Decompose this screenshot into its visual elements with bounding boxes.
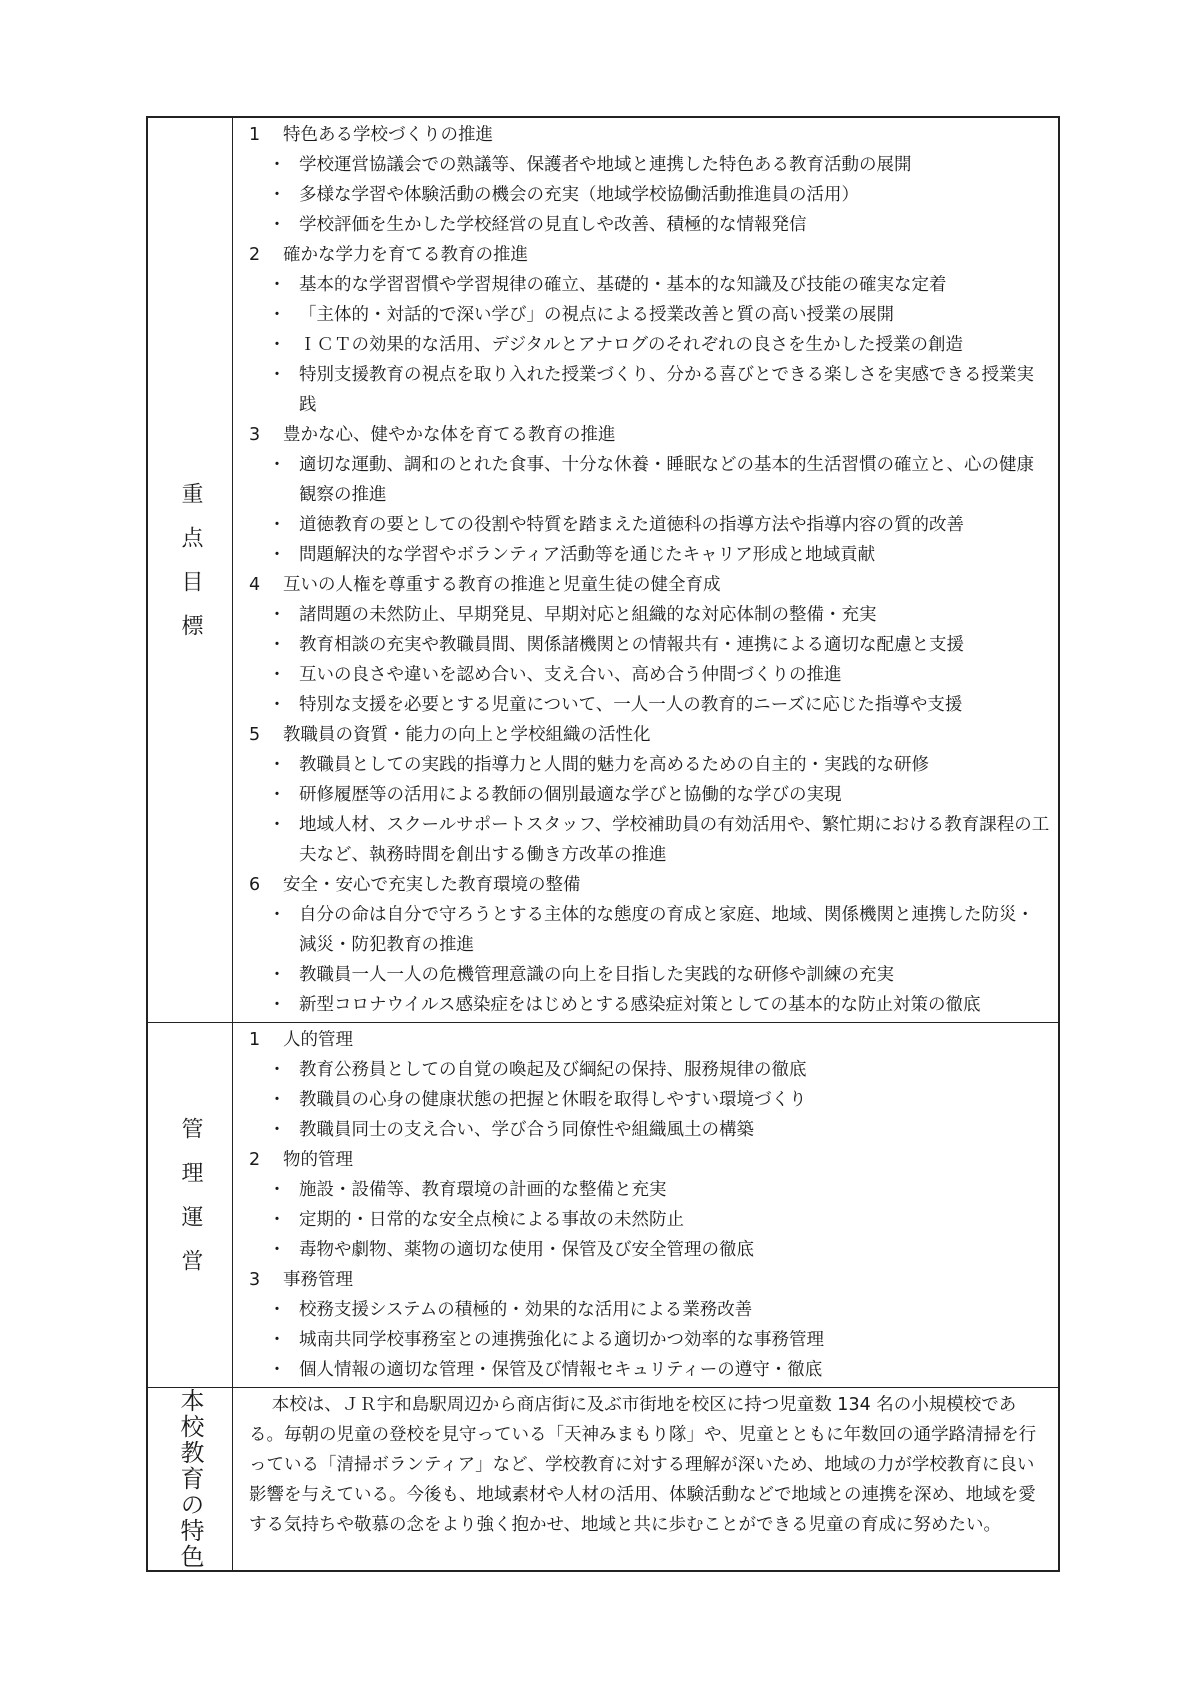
list-item: ・ 施設・設備等、教育環境の計画的な整備と充実 (249, 1175, 1050, 1205)
list-item: ・ 学校運営協議会での熟議等、保護者や地域と連携した特色ある教育活動の展開 (249, 150, 1050, 180)
list-item: ・ 教職員同士の支え合い、学び合う同僚性や組織風土の構築 (249, 1115, 1050, 1145)
management-heading (249, 1265, 1050, 1295)
list-item: ・ 基本的な学習習慣や学習規律の確立、基礎的・基本的な知識及び技能の確実な定着 (249, 270, 1050, 300)
goal-title: 確かな学力を育てる教育の推進 (283, 245, 528, 265)
list-item: ・ 城南共同学校事務室との連携強化による適切かつ効率的な事務管理 (249, 1325, 1050, 1355)
list-item: ・ 個人情報の適切な管理・保管及び情報セキュリティーの遵守・徹底 (249, 1355, 1050, 1385)
management-heading (249, 1025, 1050, 1055)
section-label-cell (148, 1388, 233, 1570)
bullet-icon: ・ (268, 305, 286, 325)
goal-heading (249, 120, 1050, 150)
list-item: ・ 教育公務員としての自覚の喚起及び綱紀の保持、服務規律の徹底 (249, 1055, 1050, 1085)
bullet-icon: ・ (268, 215, 286, 235)
goal-number: 4 (249, 575, 261, 595)
section-label: 管理運営 (178, 1117, 203, 1293)
bullet-icon: ・ (268, 455, 286, 475)
bullet-icon: ・ (268, 815, 286, 835)
list-item: ・ 特別支援教育の視点を取り入れた授業づくり、分かる喜びとできる楽しさを実感できる授業実践 (249, 360, 1050, 420)
list-item: ・ 定期的・日常的な安全点検による事故の未然防止 (249, 1205, 1050, 1235)
bullet-icon: ・ (268, 755, 286, 775)
goal-number: 3 (249, 425, 261, 445)
bullet-icon: ・ (268, 965, 286, 985)
list-item: ・ 諸問題の未然防止、早期発見、早期対応と組織的な対応体制の整備・充実 (249, 600, 1050, 630)
goal-number: 1 (249, 125, 261, 145)
features-paragraph: 本校は、ＪＲ宇和島駅周辺から商店街に及ぶ市街地を校区に持つ児童数 134 名の小規模校である。毎朝の児童の登校を見守っている「天神みまもり隊」や、児童とともに年数回の通学路清掃を行っている「清掃ボランティア」など、学校教育に対する理解が深いため、地域の力が学校教育に良い影響を与えている。今後も、地域素材や人材の活用、体験活動などで地域との連携を深め、地域を愛する気持ちや敬慕の念をより強く抱かせ、地域と共に歩むことができる児童の育成に努めたい。 (249, 1395, 1037, 1535)
management-title: 事務管理 (283, 1270, 353, 1290)
goal-heading (249, 720, 1050, 750)
bullet-icon: ・ (268, 155, 286, 175)
bullet-icon: ・ (268, 1330, 286, 1350)
list-item: ・ ＩＣＴの効果的な活用、デジタルとアナログのそれぞれの良さを生かした授業の創造 (249, 330, 1050, 360)
management-heading (249, 1145, 1050, 1175)
bullet-icon: ・ (268, 515, 286, 535)
list-item: ・ 研修履歴等の活用による教師の個別最適な学びと協働的な学びの実現 (249, 780, 1050, 810)
bullet-icon: ・ (268, 1360, 286, 1380)
goal-heading (249, 570, 1050, 600)
list-item: ・ 多様な学習や体験活動の機会の充実（地域学校協働活動推進員の活用） (249, 180, 1050, 210)
bullet-icon: ・ (268, 185, 286, 205)
management-number: 2 (249, 1150, 261, 1170)
bullet-icon: ・ (268, 995, 286, 1015)
list-item: ・ 学校評価を生かした学校経営の見直しや改善、積極的な情報発信 (249, 210, 1050, 240)
bullet-icon: ・ (268, 335, 286, 355)
section-school-features (148, 1388, 1058, 1570)
management-number: 3 (249, 1270, 261, 1290)
list-item: ・ 新型コロナウイルス感染症をはじめとする感染症対策としての基本的な防止対策の徹底 (249, 990, 1050, 1020)
bullet-icon: ・ (268, 1180, 286, 1200)
list-item: ・ 地域人材、スクールサポートスタッフ、学校補助員の有効活用や、繁忙期における教育課程の工夫など、執務時間を創出する働き方改革の推進 (249, 810, 1050, 870)
bullet-icon: ・ (268, 545, 286, 565)
goal-title: 互いの人権を尊重する教育の推進と児童生徒の健全育成 (283, 575, 721, 595)
bullet-icon: ・ (268, 695, 286, 715)
list-item: ・ 教職員としての実践的指導力と人間的魅力を高めるための自主的・実践的な研修 (249, 750, 1050, 780)
list-item: ・ 問題解決的な学習やボランティア活動等を通じたキャリア形成と地域貢献 (249, 540, 1050, 570)
goal-title: 豊かな心、健やかな体を育てる教育の推進 (283, 425, 616, 445)
list-item: ・ 特別な支援を必要とする児童について、一人一人の教育的ニーズに応じた指導や支援 (249, 690, 1050, 720)
bullet-icon: ・ (268, 365, 286, 385)
bullet-icon: ・ (268, 1240, 286, 1260)
bullet-icon: ・ (268, 1210, 286, 1230)
section-priority-goals (148, 118, 1058, 1023)
management-title: 物的管理 (283, 1150, 353, 1170)
bullet-icon: ・ (268, 785, 286, 805)
list-item: ・ 教職員一人一人の危機管理意識の向上を目指した実践的な研修や訓練の充実 (249, 960, 1050, 990)
list-item: ・ 教育相談の充実や教職員間、関係諸機関との情報共有・連携による適切な配慮と支援 (249, 630, 1050, 660)
section-label-cell (148, 118, 233, 1022)
bullet-icon: ・ (268, 275, 286, 295)
list-item: ・ 互いの良さや違いを認め合い、支え合い、高め合う仲間づくりの推進 (249, 660, 1050, 690)
goal-heading (249, 870, 1050, 900)
list-item: ・ 「主体的・対話的で深い学び」の視点による授業改善と質の高い授業の展開 (249, 300, 1050, 330)
list-item: ・ 毒物や劇物、薬物の適切な使用・保管及び安全管理の徹底 (249, 1235, 1050, 1265)
goal-number: 2 (249, 245, 261, 265)
bullet-icon: ・ (268, 1300, 286, 1320)
goal-title: 教職員の資質・能力の向上と学校組織の活性化 (283, 725, 651, 745)
list-item: ・ 道徳教育の要としての役割や特質を踏まえた道徳科の指導方法や指導内容の質的改善 (249, 510, 1050, 540)
bullet-icon: ・ (268, 605, 286, 625)
list-item: ・ 自分の命は自分で守ろうとする主体的な態度の育成と家庭、地域、関係機関と連携した防災・減災・防犯教育の推進 (249, 900, 1050, 960)
goal-title: 安全・安心で充実した教育環境の整備 (283, 875, 581, 895)
section-management (148, 1023, 1058, 1388)
goal-number: 5 (249, 725, 261, 745)
school-plan-table (146, 116, 1060, 1572)
bullet-icon: ・ (268, 905, 286, 925)
bullet-icon: ・ (268, 1060, 286, 1080)
bullet-icon: ・ (268, 665, 286, 685)
section-content (233, 1388, 1058, 1570)
section-content (233, 118, 1058, 1022)
bullet-icon: ・ (268, 1120, 286, 1140)
goal-number: 6 (249, 875, 261, 895)
goal-heading (249, 240, 1050, 270)
section-content (233, 1023, 1058, 1387)
list-item: ・ 適切な運動、調和のとれた食事、十分な休養・睡眠などの基本的生活習慣の確立と、心の健康観察の推進 (249, 450, 1050, 510)
section-label-cell (148, 1023, 233, 1387)
management-title: 人的管理 (283, 1030, 353, 1050)
bullet-icon: ・ (268, 1090, 286, 1110)
section-label: 重点目標 (178, 482, 203, 658)
goal-title: 特色ある学校づくりの推進 (283, 125, 493, 145)
goal-heading (249, 420, 1050, 450)
list-item: ・ 教職員の心身の健康状態の把握と休暇を取得しやすい環境づくり (249, 1085, 1050, 1115)
management-number: 1 (249, 1030, 261, 1050)
section-label: 本校教育の特色 (176, 1388, 204, 1570)
list-item: ・ 校務支援システムの積極的・効果的な活用による業務改善 (249, 1295, 1050, 1325)
bullet-icon: ・ (268, 635, 286, 655)
